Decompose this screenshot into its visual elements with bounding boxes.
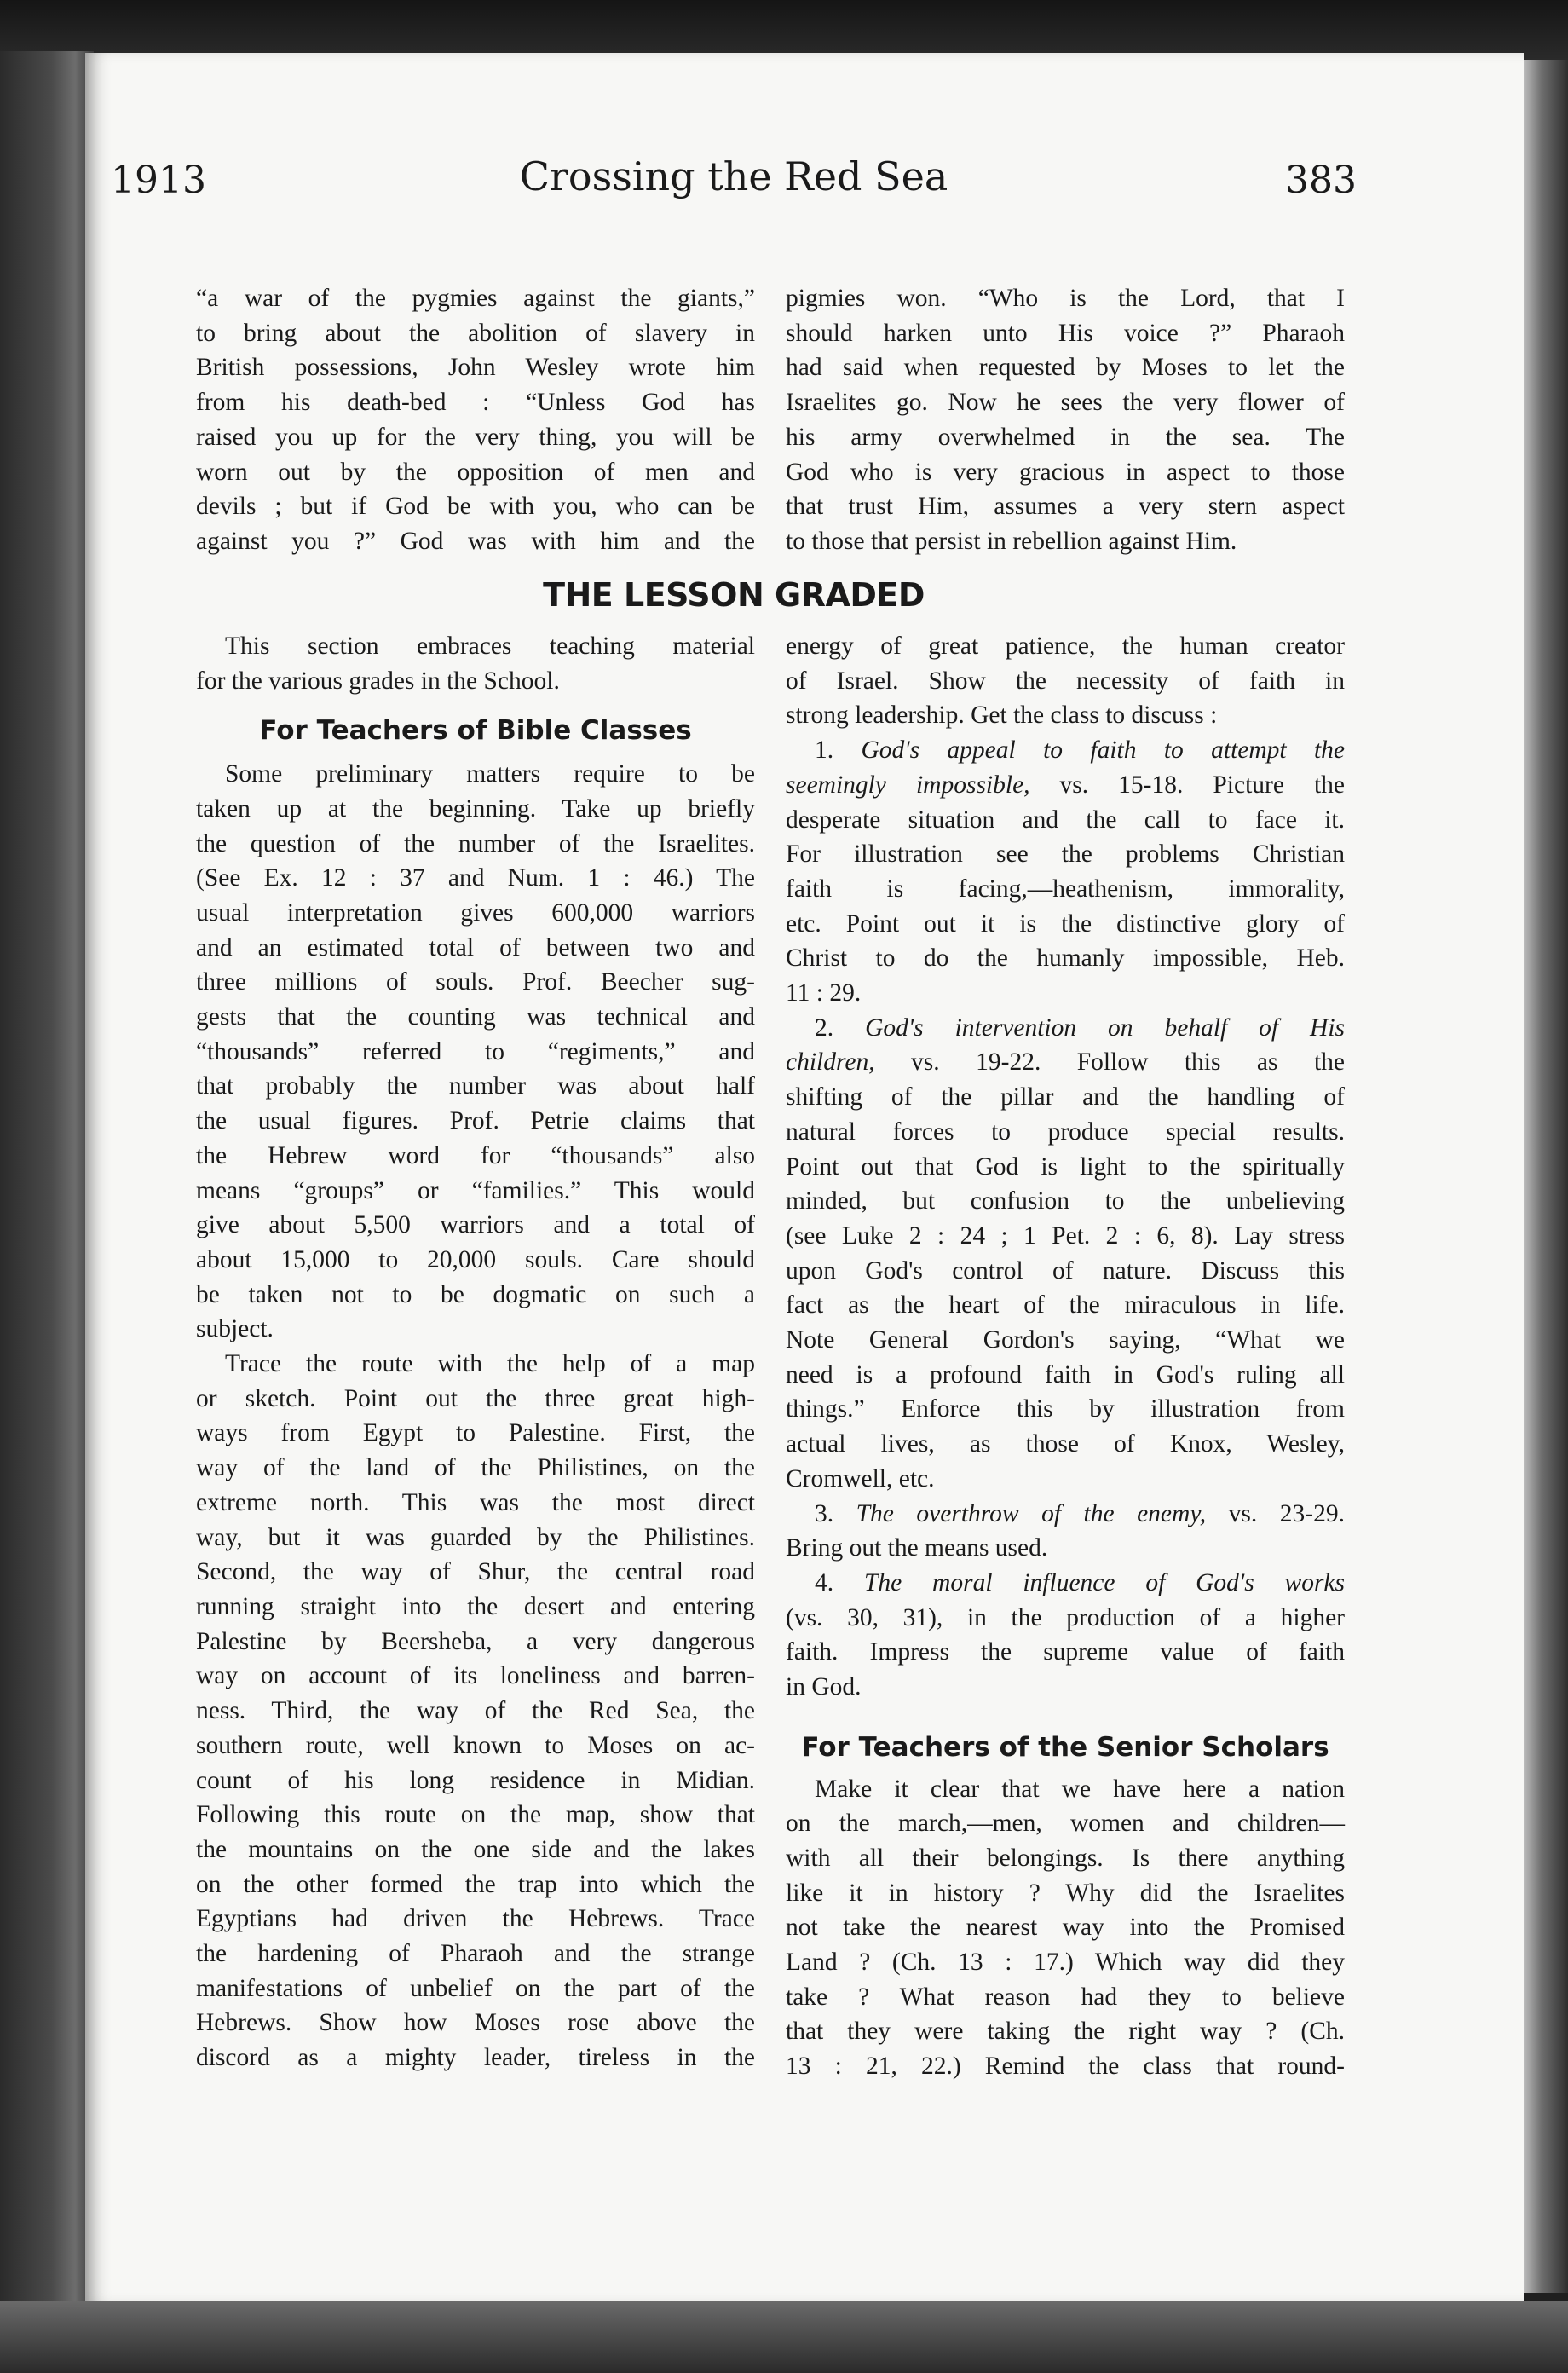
text-line: (See Ex. 12 : 37 and Num. 1 : 46.) The bbox=[196, 864, 755, 892]
text-line: count of his long residence in Midian. bbox=[196, 1766, 755, 1794]
text-line: God who is very gracious in aspect to those bbox=[786, 458, 1345, 486]
heading-senior-scholars: For Teachers of the Senior Scholars bbox=[801, 1731, 1329, 1763]
text-line: Following this route on the map, show that bbox=[196, 1801, 755, 1829]
text-line: the mountains on the one side and the lakes bbox=[196, 1835, 755, 1863]
text-line: Make it clear that we have here a nation bbox=[815, 1775, 1345, 1803]
text-line: on the march,—men, women and children— bbox=[786, 1810, 1345, 1838]
text-line: Israelites go. Now he sees the very flower of bbox=[786, 389, 1345, 417]
text-line: children, vs. 19-22. Follow this as the bbox=[786, 1048, 1345, 1077]
text-line: minded, but confusion to the unbelieving bbox=[786, 1187, 1345, 1215]
text-line: fact as the heart of the miraculous in life. bbox=[786, 1291, 1345, 1319]
text-line: energy of great patience, the human creator bbox=[786, 632, 1345, 660]
text-line: his army overwhelmed in the sea. The bbox=[786, 423, 1345, 451]
text-line: Palestine by Beersheba, a very dangerous bbox=[196, 1627, 755, 1655]
text-line: shifting of the pillar and the handling of bbox=[786, 1083, 1345, 1111]
text-line: actual lives, as those of Knox, Wesley, bbox=[786, 1430, 1345, 1458]
text-line: the Hebrew word for “thousands” also bbox=[196, 1141, 755, 1169]
text-line: worn out by the opposition of men and bbox=[196, 458, 755, 486]
text-line: give about 5,500 warriors and a total of bbox=[196, 1211, 755, 1239]
text-line: of Israel. Show the necessity of faith in bbox=[786, 667, 1345, 695]
text-line: ways from Egypt to Palestine. First, the bbox=[196, 1419, 755, 1447]
text-line: taken up at the beginning. Take up briefly bbox=[196, 794, 755, 823]
text-line: way, but it was guarded by the Philistines. bbox=[196, 1523, 755, 1551]
text-line: Cromwell, etc. bbox=[786, 1464, 935, 1493]
text-line: pigmies won. “Who is the Lord, that I bbox=[786, 285, 1345, 312]
text-line: For illustration see the problems Christian bbox=[786, 840, 1345, 869]
text-line: Christ to do the humanly impossible, Heb. bbox=[786, 944, 1345, 973]
text-line: raised you up for the very thing, you will be bbox=[196, 423, 755, 451]
text-line: 11 : 29. bbox=[786, 979, 862, 1008]
text-line: Bring out the means used. bbox=[786, 1534, 1048, 1562]
text-line: devils ; but if God be with you, who can be bbox=[196, 493, 755, 521]
list-item-1: 1. God's appeal to faith to attempt the bbox=[815, 736, 1346, 765]
section-title: THE LESSON GRADED bbox=[543, 576, 925, 614]
left-column bbox=[196, 629, 755, 2076]
list-item-2: 2. God's intervention on behalf of His bbox=[815, 1013, 1345, 1042]
text-line: etc. Point out it is the distinctive glory of bbox=[786, 909, 1345, 938]
text-line: Note General Gordon's saying, “What we bbox=[786, 1326, 1345, 1354]
text-line: “thousands” referred to “regiments,” and bbox=[196, 1037, 755, 1065]
text-line: Hebrews. Show how Moses rose above the bbox=[196, 2009, 755, 2037]
running-head-year: 1913 bbox=[111, 159, 206, 202]
text-line: with all their belongings. Is there anything bbox=[786, 1844, 1345, 1872]
text-line: that trust Him, assumes a very stern aspect bbox=[786, 493, 1345, 521]
scan-border-top bbox=[0, 0, 1568, 60]
running-head-title: Crossing the Red Sea bbox=[519, 153, 948, 199]
text-line: about 15,000 to 20,000 souls. Care should bbox=[196, 1245, 755, 1273]
top-right-block bbox=[786, 281, 1345, 559]
text-line: Trace the route with the help of a map bbox=[225, 1350, 755, 1378]
text-line: usual interpretation gives 600,000 warriors bbox=[196, 898, 755, 927]
text-line: the hardening of Pharaoh and the strange bbox=[196, 1940, 755, 1968]
text-line: and an estimated total of between two and bbox=[196, 933, 755, 961]
page-number: 383 bbox=[1285, 159, 1357, 202]
text-line: manifestations of unbelief on the part of the bbox=[196, 1974, 755, 2002]
text-line: means “groups” or “families.” This would bbox=[196, 1176, 755, 1204]
text-line: Second, the way of Shur, the central road bbox=[196, 1558, 755, 1586]
text-line: way of the land of the Philistines, on the bbox=[196, 1454, 755, 1482]
text-line: from his death-bed : “Unless God has bbox=[196, 389, 755, 417]
text-line: ness. Third, the way of the Red Sea, the bbox=[196, 1697, 755, 1725]
text-line: British possessions, John Wesley wrote him bbox=[196, 354, 755, 382]
list-item-3: 3. The overthrow of the enemy, vs. 23-29. bbox=[815, 1499, 1345, 1527]
text-line: had said when requested by Moses to let the bbox=[786, 354, 1345, 382]
running-head bbox=[111, 150, 1357, 227]
text-line: to those that persist in rebellion against Him. bbox=[786, 527, 1237, 555]
text-line: Land ? (Ch. 13 : 17.) Which way did they bbox=[786, 1949, 1345, 1977]
text-line: This section embraces teaching material bbox=[225, 632, 755, 660]
text-line: the question of the number of the Israelites. bbox=[196, 829, 755, 857]
text-line: 13 : 21, 22.) Remind the class that round- bbox=[786, 2053, 1345, 2081]
text-line: in God. bbox=[786, 1673, 862, 1701]
text-line: faith. Impress the supreme value of faith bbox=[786, 1638, 1345, 1666]
text-line: (see Luke 2 : 24 ; 1 Pet. 2 : 6, 8). Lay stress bbox=[786, 1221, 1345, 1250]
text-line: things.” Enforce this by illustration from bbox=[786, 1395, 1345, 1423]
text-line: running straight into the desert and entering bbox=[196, 1592, 755, 1620]
text-line: that they were taking the right way ? (Ch. bbox=[786, 2018, 1345, 2046]
text-line: on the other formed the trap into which the bbox=[196, 1870, 755, 1898]
text-line: for the various grades in the School. bbox=[196, 667, 560, 695]
text-line: way on account of its loneliness and barren- bbox=[196, 1662, 755, 1690]
text-line: take ? What reason had they to believe bbox=[786, 1983, 1345, 2011]
list-item-4: 4. The moral influence of God's works bbox=[815, 1568, 1346, 1596]
right-column bbox=[786, 629, 1345, 2084]
text-line: need is a profound faith in God's ruling all bbox=[786, 1360, 1345, 1389]
text-line: Some preliminary matters require to be bbox=[225, 760, 755, 788]
text-line: or sketch. Point out the three great high- bbox=[196, 1384, 755, 1412]
text-line: strong leadership. Get the class to discuss : bbox=[786, 702, 1218, 730]
text-line: three millions of souls. Prof. Beecher sug- bbox=[196, 968, 755, 996]
text-line: not take the nearest way into the Promised bbox=[786, 1914, 1345, 1942]
text-line: “a war of the pygmies against the giants,” bbox=[196, 285, 755, 312]
top-left-block bbox=[196, 281, 755, 559]
text-line: discord as a mighty leader, tireless in the bbox=[196, 2044, 755, 2072]
text-line: upon God's control of nature. Discuss this bbox=[786, 1256, 1345, 1285]
heading-bible-classes: For Teachers of Bible Classes bbox=[259, 715, 692, 747]
text-line: natural forces to produce special results. bbox=[786, 1117, 1345, 1146]
book-spine bbox=[0, 51, 94, 2318]
text-line: should harken unto His voice ?” Pharaoh bbox=[786, 319, 1345, 347]
text-line: subject. bbox=[196, 1315, 274, 1343]
text-line: seemingly impossible, vs. 15-18. Picture the bbox=[786, 771, 1345, 799]
text-line: desperate situation and the call to face it. bbox=[786, 805, 1345, 834]
text-line: extreme north. This was the most direct bbox=[196, 1488, 755, 1516]
text-line: (vs. 30, 31), in the production of a higher bbox=[786, 1603, 1345, 1631]
text-line: that probably the number was about half bbox=[196, 1072, 755, 1100]
text-line: be taken not to be dogmatic on such a bbox=[196, 1280, 755, 1308]
text-line: southern route, well known to Moses on ac- bbox=[196, 1731, 755, 1759]
text-line: Point out that God is light to the spiritually bbox=[786, 1152, 1345, 1181]
text-line: to bring about the abolition of slavery in bbox=[196, 319, 755, 347]
text-line: gests that the counting was technical and bbox=[196, 1003, 755, 1031]
page-edge bbox=[1524, 60, 1568, 2293]
text-line: faith is facing,—heathenism, immorality, bbox=[786, 875, 1345, 903]
scan-border-bottom bbox=[0, 2301, 1568, 2373]
text-line: the usual figures. Prof. Petrie claims that bbox=[196, 1107, 755, 1135]
text-line: Egyptians had driven the Hebrews. Trace bbox=[196, 1905, 755, 1933]
text-line: like it in history ? Why did the Israelites bbox=[786, 1879, 1345, 1907]
text-line: against you ?” God was with him and the bbox=[196, 527, 755, 555]
